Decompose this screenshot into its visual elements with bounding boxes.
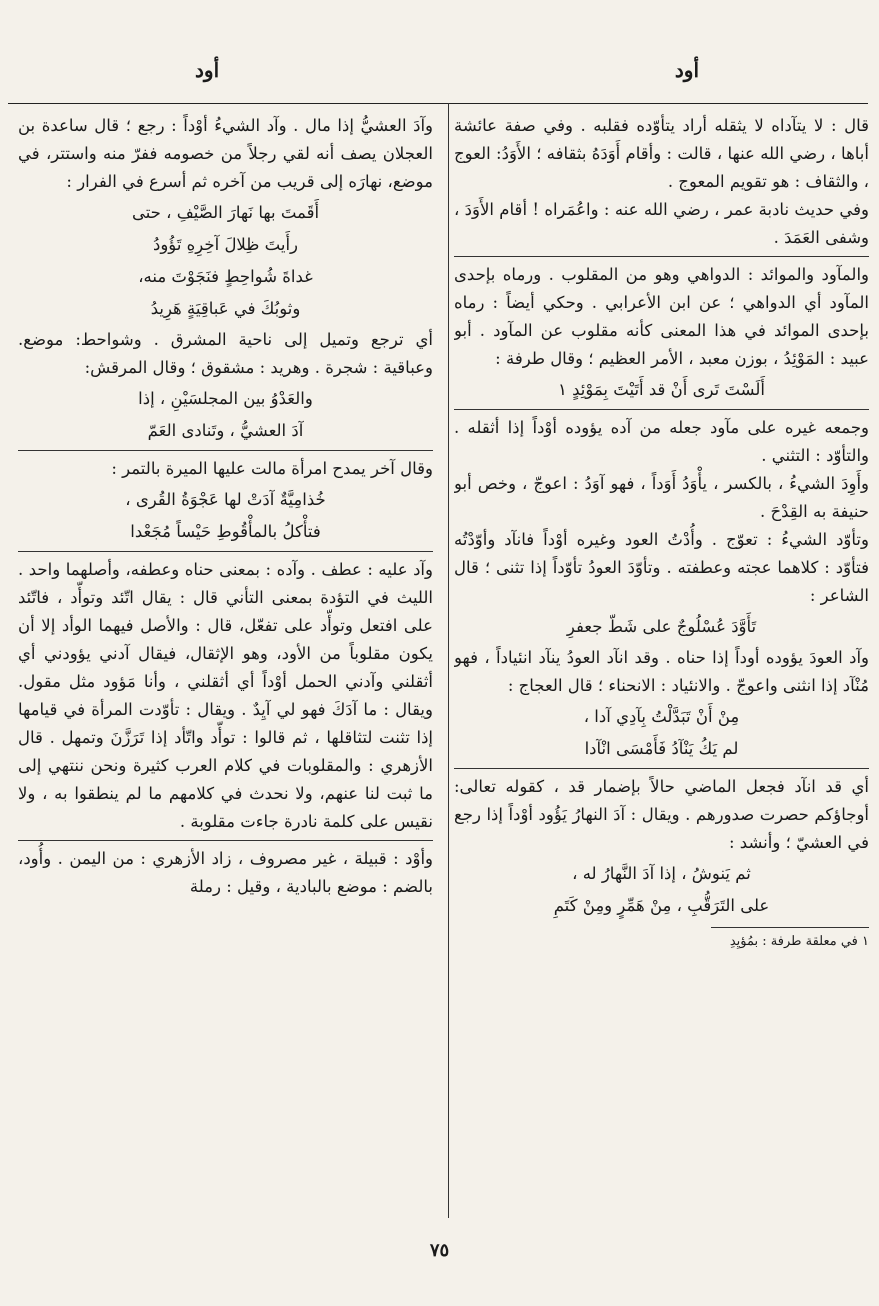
entry-paragraph: وآدَ العشيُّ إذا مال . وآد الشيءُ أوْداً : رجع ؛ قال ساعدة بن العجلان يصف أنه لقي رجلاً من خصومه ففرّ منه واستتر، في موضع، نهارَه إلى قريب من آخره ثم أسرع في الفرار :	[18, 116, 433, 191]
entry-paragraph: وجمعه غيره على مآود جعله من آده يؤوده أوْداً إذا أثقله . والتأوّد : التثني .	[454, 418, 869, 465]
section-rule	[454, 256, 869, 257]
verse-line: على التَرَقُّبِ ، مِنْ هَمِّرٍ ومِنْ كَتَمِ	[553, 896, 770, 915]
verse-line: خُذامِيَّةٌ آدَتْ لها عَجْوَةُ القُرى ،	[125, 490, 326, 509]
right-column	[454, 112, 869, 1217]
entry-paragraph: وقال آخر يمدح امرأة مالت عليها الميرة بالتمر :	[111, 459, 433, 478]
entry-paragraph: وأوْد : قبيلة ، غير مصروف ، زاد الأزهري : من اليمن . وأُود، بالضم : موضع بالبادية ، وقيل : رملة	[18, 849, 433, 896]
verse-line: غداةَ شُواحِطٍ فنَجَوْتَ منه،	[138, 267, 313, 286]
footnote-rule	[711, 927, 869, 928]
verse-line: آدَ العشيُّ ، وتَنادى العَمّ	[147, 421, 304, 440]
entry-paragraph: والمآود والموائد : الدواهي وهو من المقلوب . ورماه بإحدى المآود أي الدواهي ؛ عن ابن الأعرابي . وحكي أيضاً : رماه بإحدى الموائد في هذا المعنى كأنه مقلوب عن المآود . أبو عبيد : المَوْئِدُ ، بوزن معبد ، الأمر العظيم ؛ وقال طرفة :	[454, 265, 869, 368]
verse-line: والعَدْوُ بين المجلسَيْنِ ، إذا	[138, 389, 313, 408]
section-rule	[454, 409, 869, 410]
running-header-left: أود	[195, 58, 220, 82]
section-rule	[454, 768, 869, 769]
verse-line: أَلَسْتَ تَرى أَنْ قد أَتَيْتَ بِمَوْئِدٍ ١	[557, 380, 765, 399]
verse-line: لم يَكُ يَنْآدُ فَأَمْسَى انْآدا	[584, 739, 739, 758]
entry-paragraph: أي قد انآد فجعل الماضي حالاً بإضمار قد ، كقوله تعالى: أوجاؤكم حصرت صدورهم . ويقال : آدَ النهارُ يَؤُود أوْداً إذا رجع في العشيّ ؛ وأنشد :	[454, 777, 869, 852]
column-divider	[448, 103, 449, 1218]
entry-paragraph: وتأوّد الشيءُ : تعوّج . وأُدْتُ العود وغيره أوْداً فانآد وأوّدْتُه فتأوّد : كلاهما عجته وعطفته . وتأوّدَ العودُ تأوّداً إذا تثنى ؛ قال الشاعر :	[454, 530, 869, 605]
entry-paragraph: أي ترجع وتميل إلى ناحية المشرق . وشواحط: موضع. وعباقية : شجرة . وهريد : مشقوق ؛ وقال المرقش:	[18, 330, 433, 377]
entry-paragraph: وأَوِدَ الشيءُ ، بالكسر ، يأْوَدُ أَوَداً ، فهو آوَدُ : اعوجّ ، وخص أبو حنيفة به القِدْحَ .	[454, 474, 869, 521]
verse-line: أَقَمتَ بها نَهارَ الصَّيْفِ ، حتى	[131, 203, 320, 222]
section-rule	[18, 450, 433, 451]
running-header-right: أود	[674, 58, 699, 82]
verse-line: ثم يَنوشُ ، إذا آدَ النَّهارُ له ،	[572, 864, 751, 883]
verse-line: تَأَوَّدَ عُسْلُوجٌ على شَطّ جعفرِ	[566, 617, 757, 636]
entry-paragraph: وآد العودَ يؤوده أوداً إذا حناه . وقد انآد العودُ ينآد انئياداً ، فهو مُنْآد إذا انثنى واعوجّ . والانئياد : الانحناء ؛ قال العجاج :	[454, 648, 869, 695]
entry-paragraph: وآد عليه : عطف . وآده : بمعنى حناه وعطفه، وأصلهما واحد . الليث في التؤدة بمعنى التأني قال : يقال اتّئد وتوأّد ، فاتّئد على افتعل وتوأّد على تفعّل، قال : والأصل فيهما الوأد إلا أن يكون مقلوباً من الأود، وهو الإثقال، فيقال آدني يؤودني أي أثقلني وآدني الحمل أوْداً أي أثقلني ، وأنا مَؤود مثل مقول. ويقال : ما آدَكَ فهو لي آيِدٌ . ويقال : تأوّدت المرأة في قيامها إذا تثنت لتثاقلها ، ثم قالوا : توأّد واتّأد إذا تَرَزَّنَ وتمهل . قال الأزهري : والمقلوبات في كلام العرب كثيرة ونحن ننتهي إلى ما ثبت لنا عنهم، ولا نحدث في كلامهم ما لم ينطقوا به ، ولا نقيس على كلمة نادرة جاءت مقلوبة .	[18, 560, 433, 831]
footnote: ١ في معلقة طرفة : بمُؤيِدِ	[729, 934, 869, 949]
verse-line: مِنْ أَنْ تَبَدَّلْتُ بِآدِي آدا ،	[583, 707, 740, 726]
verse-line: رأَيتَ ظِلالَ آخِرِهِ تَؤُودُ	[152, 235, 298, 254]
entry-paragraph: وفي حديث نادبة عمر ، رضي الله عنه : واعُمَراه ! أقام الأَوَدَ ، وشفى العَمَدَ .	[454, 200, 869, 247]
page-number: ٧٥	[429, 1240, 450, 1261]
section-rule	[18, 551, 433, 552]
verse-line: وثوبُكَ في عَباقِيَةٍ هَرِيدُ	[150, 299, 301, 318]
entry-paragraph: قال : لا يتآداه لا يثقله أراد يتأوّده فقلبه . وفي صفة عائشة أباها ، رضي الله عنها ، قالت : وأقام أَوَدَهُ بثقافه ؛ الأَوَدُ: العوج ، والثقاف : هو تقويم المعوج .	[454, 116, 869, 191]
left-column	[18, 112, 433, 1217]
header-rule	[8, 103, 868, 104]
section-rule	[18, 840, 433, 841]
verse-line: فتأْكلُ بالمأْقُوطِ حَيْساً مُجَعْدا	[130, 522, 321, 541]
